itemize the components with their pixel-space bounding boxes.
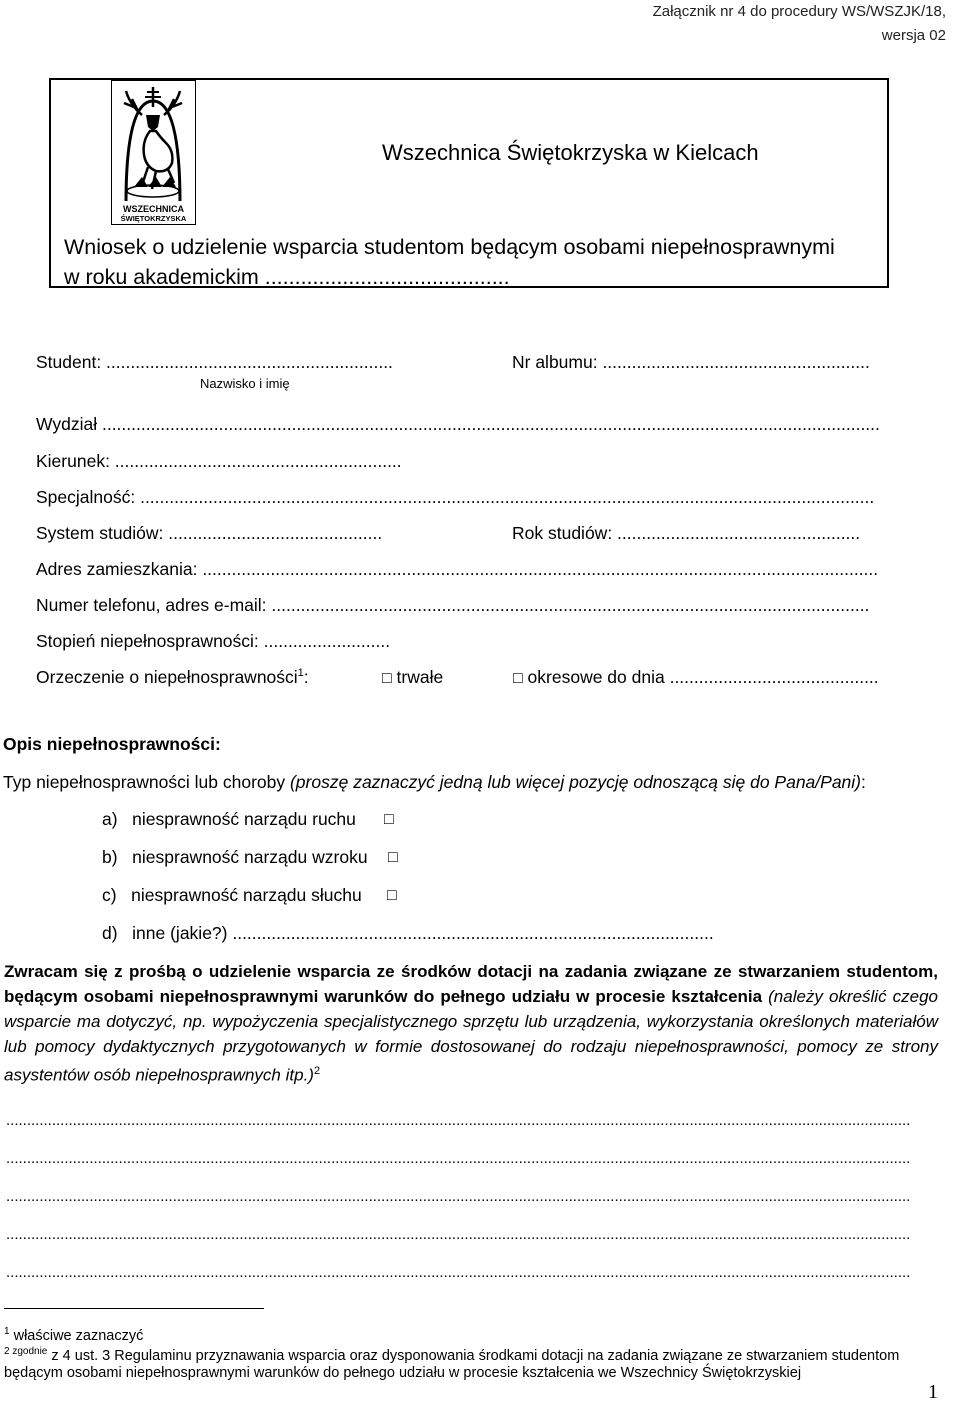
disability-degree-field[interactable]: Stopień niepełnosprawności: .......................... xyxy=(36,631,391,651)
footnote-2-number: 2 zgodnie xyxy=(4,1346,48,1357)
form-title-line-2: w roku akademickim ......................................... xyxy=(64,265,510,289)
checkbox-b-icon[interactable]: □ xyxy=(388,849,398,866)
type-instruction: (proszę zaznaczyć jedną lub więcej pozycję odnoszącą się do Pana/Pani) xyxy=(289,772,861,792)
attachment-line-1: Załącznik nr 4 do procedury WS/WSZJK/18, xyxy=(652,3,946,20)
checkbox-icon[interactable]: □ xyxy=(513,670,523,687)
attachment-line-2: wersja 02 xyxy=(881,27,946,44)
logo-text-line-1: WSZECHNICA xyxy=(123,204,184,214)
disability-item-a[interactable] xyxy=(102,809,356,830)
attachment-note xyxy=(653,0,946,48)
contact-field[interactable]: Numer telefonu, adres e-mail: ........................................................................................................................... xyxy=(36,595,870,615)
student-field[interactable]: Student: ........................................................... xyxy=(36,352,393,372)
option-permanent-label: trwałe xyxy=(396,667,444,687)
item-text: niesprawność narządu słuchu xyxy=(131,885,362,905)
disability-item-c[interactable] xyxy=(102,885,362,906)
study-year-field[interactable]: Rok studiów: .................................................. xyxy=(512,523,861,543)
checkbox-a-icon[interactable]: □ xyxy=(384,811,394,828)
certificate-label-text: Orzeczenie o niepełnosprawności xyxy=(36,667,298,687)
answer-line[interactable]: ......................................................................................................................................................................................................................... xyxy=(6,1226,911,1243)
item-letter: b) xyxy=(102,847,118,867)
request-italic-text: (należy określić czego wsparcie ma dotyczyć, np. wypożyczenia specjalistycznego sprzętu lub urządzenia, wykorzystania określonych materiałów lub pomocy dydaktycznych przygotowanych w formie dostosowanej do rodzaju niepełnosprawności, pomocy ze strony asystentów osób niepełnosprawnych itp.) xyxy=(4,987,938,1085)
footnote-ref-1: 1 xyxy=(297,667,304,680)
footnote-2-continued: będącym osobami niepełnosprawnymi warunków do pełnego udziału w procesie kształcenia we Wszechnicy Świętokrzyskiej xyxy=(4,1365,802,1381)
type-prefix: Typ niepełnosprawności lub choroby xyxy=(3,772,290,792)
answer-line[interactable]: ......................................................................................................................................................................................................................... xyxy=(6,1264,911,1281)
request-bold-text: Zwracam się z prośbą o udzielenie wsparcia ze środków dotacji na zadania związane ze stwarzaniem studentom, będącym osobami niepełnosprawnymi warunków do pełnego udziału w procesie kształcenia xyxy=(4,962,938,1006)
option-temporary-label: okresowe do dnia ........................................... xyxy=(527,667,879,687)
checkbox-c-icon[interactable]: □ xyxy=(387,887,397,904)
option-temporary[interactable] xyxy=(513,667,879,688)
page-number: 1 xyxy=(928,1381,938,1403)
footnote-ref-2: 2 xyxy=(313,1065,321,1077)
name-hint: Nazwisko i imię xyxy=(200,376,290,391)
footnote-1-number: 1 xyxy=(4,1326,10,1337)
disability-item-b[interactable] xyxy=(102,847,368,868)
item-letter: c) xyxy=(102,885,117,905)
specialty-field[interactable]: Specjalność: ....................................................................................................................................................... xyxy=(36,487,875,507)
university-logo xyxy=(111,80,196,225)
answer-line[interactable]: ......................................................................................................................................................................................................................... xyxy=(6,1150,911,1167)
disability-type-line xyxy=(3,772,866,793)
form-title xyxy=(64,232,835,292)
support-request-paragraph xyxy=(4,959,938,1088)
item-text: niesprawność narządu ruchu xyxy=(132,809,356,829)
description-heading: Opis niepełnosprawności: xyxy=(3,734,221,754)
address-field[interactable]: Adres zamieszkania: ........................................................................................................................................... xyxy=(36,559,879,579)
answer-line[interactable]: ......................................................................................................................................................................................................................... xyxy=(6,1112,911,1129)
item-letter: a) xyxy=(102,809,118,829)
footnote-2-text: z 4 ust. 3 Regulaminu przyznawania wsparcia oraz dysponowania środkami dotacji na zadania związane ze stwarzaniem studentom xyxy=(47,1347,900,1364)
item-letter: d) xyxy=(102,923,118,943)
type-suffix: : xyxy=(861,772,866,792)
checkbox-icon[interactable]: □ xyxy=(382,670,392,687)
album-number-field[interactable]: Nr albumu: ....................................................... xyxy=(512,352,870,372)
option-permanent[interactable] xyxy=(382,667,443,688)
item-text: niesprawność narządu wzroku xyxy=(132,847,368,867)
answer-line[interactable]: ......................................................................................................................................................................................................................... xyxy=(6,1188,911,1205)
university-name: Wszechnica Świętokrzyska w Kielcach xyxy=(382,140,759,165)
certificate-colon: : xyxy=(303,667,309,687)
item-text: inne (jakie?) ................................................................................................... xyxy=(132,923,714,943)
logo-text-line-2: ŚWIĘTOKRZYSKA xyxy=(120,214,187,223)
form-title-line-1: Wniosek o udzielenie wsparcia studentom będącym osobami niepełnosprawnymi xyxy=(64,235,835,259)
footnote-separator xyxy=(4,1308,264,1309)
major-field[interactable]: Kierunek: ........................................................... xyxy=(36,451,402,471)
footnote-1-text: właściwe zaznaczyć xyxy=(9,1327,144,1344)
study-system-field[interactable]: System studiów: ............................................ xyxy=(36,523,383,543)
disability-item-d[interactable] xyxy=(102,923,714,944)
faculty-field[interactable]: Wydział ................................................................................................................................................................ xyxy=(36,414,880,434)
deer-emblem-icon xyxy=(112,81,195,224)
certificate-label xyxy=(36,667,309,688)
